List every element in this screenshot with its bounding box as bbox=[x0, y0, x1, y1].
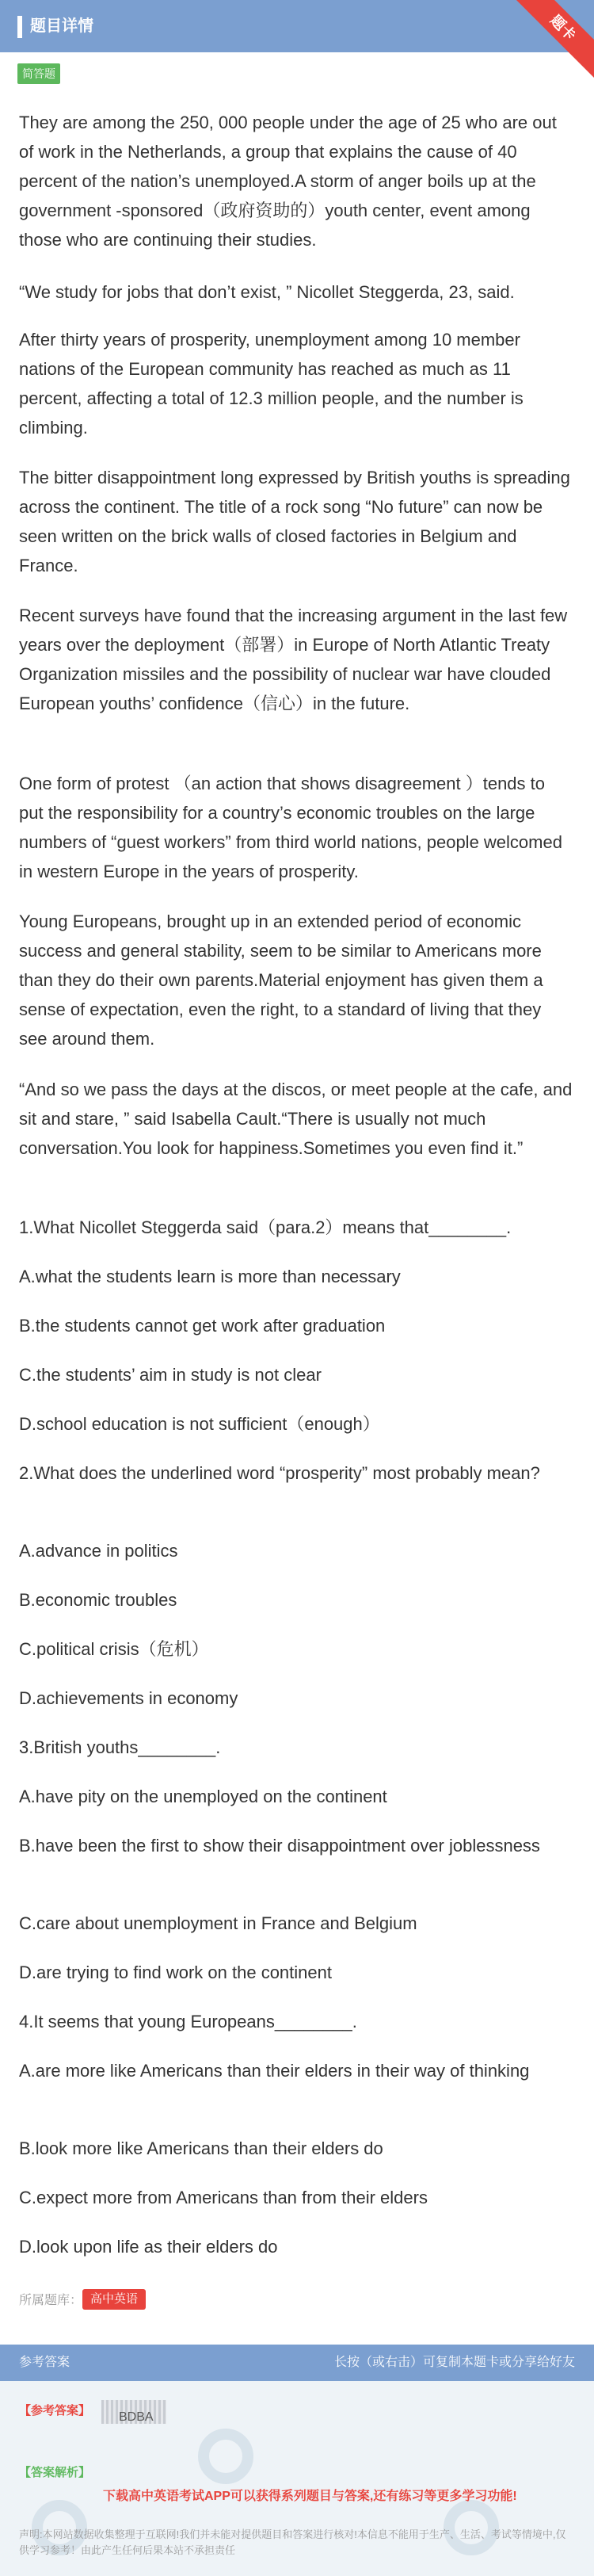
passage-paragraph-3: After thirty years of prosperity, unemployment among 10 member nations of the European community has reached as much as 11 percent, affecting a total of 12.3 million people, and the number is climbing. bbox=[19, 330, 524, 438]
page-title: 题目详情 bbox=[30, 17, 93, 35]
analysis-label: 【答案解析】 bbox=[19, 2466, 91, 2479]
question-2-option-a: A.advance in politics bbox=[19, 1541, 178, 1561]
question-4-option-a: A.are more like Americans than their elders in their way of thinking bbox=[19, 2061, 530, 2081]
passage-paragraph-5: Recent surveys have found that the increasing argument in the last few years over the deployment（部署）in Europe of North Atlantic Treaty Organization missiles and the possibility of nuclear war have clouded European youths’ confidence（信心）in the future. bbox=[19, 606, 568, 713]
question-1-stem: 1.What Nicollet Steggerda said（para.2）means that________. bbox=[19, 1217, 512, 1237]
question-4-option-b: B.look more like Americans than their elders do bbox=[19, 2138, 383, 2158]
source-label: 所属题库： bbox=[19, 2294, 83, 2307]
question-1-option-d: D.school education is not sufficient（enough） bbox=[19, 1414, 380, 1434]
source-tag[interactable]: 高中英语 bbox=[82, 2289, 146, 2310]
question-2-option-c: C.political crisis（危机） bbox=[19, 1639, 209, 1659]
passage-paragraph-6: One form of protest （an action that shows disagreement ）tends to put the responsibility for a country’s economic troubles on the large numbers of “guest workers” from third world nations, people welcomed in western Europe in the years of prosperity. bbox=[19, 774, 562, 881]
question-3-option-b: B.have been the first to show their disappointment over joblessness bbox=[19, 1836, 540, 1856]
question-3-option-a: A.have pity on the unemployed on the continent bbox=[19, 1787, 387, 1806]
watermark-logo-icon bbox=[198, 2429, 253, 2484]
answer-header-title: 参考答案 bbox=[19, 2356, 70, 2369]
passage-paragraph-8: “And so we pass the days at the discos, or meet people at the cafe, and sit and stare, ” said Isabella Cault.“There is usually not much conversation.You look for happiness.Sometimes you even find it.” bbox=[19, 1080, 573, 1158]
passage-paragraph-1: They are among the 250, 000 people under the age of 25 who are out of work in the Netherlands, a group that explains the cause of 40 percent of the nation’s unemployed.A storm of anger boils up at the government -sponsored（政府资助的）youth center, event among those who are continuing their studies. bbox=[19, 113, 557, 250]
question-2-stem: 2.What does the underlined word “prosperity” most probably mean? bbox=[19, 1463, 540, 1483]
question-4-option-d: D.look upon life as their elders do bbox=[19, 2237, 278, 2257]
passage-paragraph-4: The bitter disappointment long expressed by British youths is spreading across the continent. The title of a rock song “No future” can now be seen written on the brick walls of closed factories in Belgium and France. bbox=[19, 468, 570, 575]
corner-badge: 题卡 bbox=[512, 0, 594, 79]
question-2-option-b: B.economic troubles bbox=[19, 1590, 177, 1610]
passage-paragraph-2: “We study for jobs that don’t exist, ” Nicollet Steggerda, 23, said. bbox=[19, 282, 515, 302]
disclaimer-text: 声明:本网站数据收集整理于互联网!我们并未能对提供题目和答案进行核对!本信息不能用于生产、生活、考试等情境中,仅供学习参考！由此产生任何后果本站不承担责任 bbox=[19, 2528, 566, 2556]
reference-answer-label: 【参考答案】 bbox=[19, 2404, 91, 2417]
question-1-option-a: A.what the students learn is more than necessary bbox=[19, 1267, 401, 1286]
question-3-option-c: C.care about unemployment in France and Belgium bbox=[19, 1913, 417, 1933]
question-4-option-c: C.expect more from Americans than from their elders bbox=[19, 2188, 428, 2207]
passage-paragraph-7: Young Europeans, brought up in an extended period of economic success and general stability, seem to be similar to Americans more than they do their own parents.Material enjoyment has given them a sense of expectation, even the right, to a standard of living that they see around them. bbox=[19, 912, 543, 1049]
question-3-stem: 3.British youths________. bbox=[19, 1737, 221, 1757]
answer-header-hint: 长按（或右击）可复制本题卡或分享给好友 bbox=[333, 2356, 575, 2369]
app-promo-text[interactable]: 下载高中英语考试APP可以获得系列题目与答案,还有练习等更多学习功能! bbox=[103, 2490, 517, 2503]
question-3-option-d: D.are trying to find work on the continent bbox=[19, 1963, 332, 1982]
question-4-stem: 4.It seems that young Europeans________. bbox=[19, 2012, 357, 2031]
answer-code: BDBA bbox=[119, 2410, 154, 2424]
question-1-option-b: B.the students cannot get work after graduation bbox=[19, 1316, 386, 1336]
question-1-option-c: C.the students’ aim in study is not clear bbox=[19, 1365, 322, 1385]
header-accent-bar bbox=[17, 16, 22, 38]
question-type-badge: 简答题 bbox=[17, 63, 60, 84]
question-2-option-d: D.achievements in economy bbox=[19, 1688, 238, 1708]
